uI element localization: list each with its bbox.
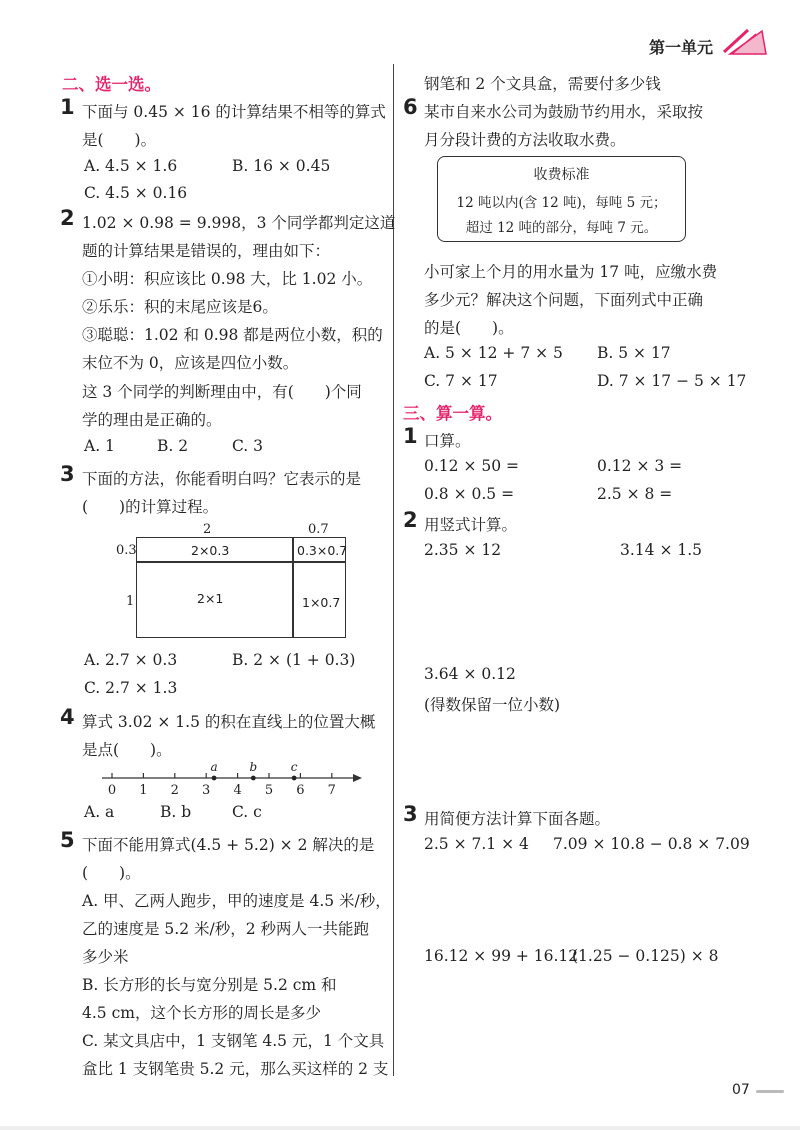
area-top-label-a: 2 <box>203 522 212 537</box>
number-line-point-a <box>212 776 217 781</box>
q5-option-a-line3: 多少米 <box>82 948 129 966</box>
page-number: 07 <box>732 1082 750 1098</box>
vertical-calc-note: (得数保留一位小数) <box>424 696 561 714</box>
number-line-tick-label: 1 <box>139 783 148 798</box>
s3-q3-label: 用简便方法计算下面各题。 <box>424 810 611 828</box>
number-line-tick-label: 4 <box>233 783 242 798</box>
s3-q2-label: 用竖式计算。 <box>424 516 518 534</box>
q5-option-b-line1: B. 长方形的长与宽分别是 5.2 cm 和 <box>82 976 337 994</box>
number-line-tick-label: 2 <box>170 783 179 798</box>
q6-option-d: D. 7 × 17 − 5 × 17 <box>597 372 747 390</box>
oral-calc-1: 0.12 × 50 = <box>424 457 519 475</box>
section-3-title: 三、算一算。 <box>403 404 502 423</box>
area-left-label-b: 1 <box>126 594 135 609</box>
q4-line2: 是点( )。 <box>82 741 172 759</box>
q4-line1: 算式 3.02 × 1.5 的积在直线上的位置大概 <box>82 713 376 731</box>
q4-option-a: A. a <box>84 803 115 821</box>
q6-option-c: C. 7 × 17 <box>424 372 498 390</box>
area-horizontal-split <box>136 561 346 563</box>
fee-box-line1: 12 吨以内(含 12 吨)，每吨 5 元； <box>456 195 667 211</box>
q6-number: 6 <box>403 95 418 119</box>
q2-question-a: 这 3 个同学的判断理由中，有( )个同 <box>82 383 362 401</box>
simplify-calc-4: (1.25 − 0.125) × 8 <box>572 947 719 965</box>
area-cell-bottom-left: 2×1 <box>197 591 224 606</box>
s3-q2-number: 2 <box>403 508 418 532</box>
s3-q1-label: 口算。 <box>424 432 471 450</box>
q6-line4: 多少元？解决这个问题，下面列式中正确 <box>424 291 704 309</box>
q1-number: 1 <box>60 95 75 119</box>
q5-option-a-line2: 乙的速度是 5.2 米/秒，2 秒两人一共能跑 <box>82 920 370 938</box>
number-line-tick-label: 7 <box>327 783 336 798</box>
q1-line2: 是( )。 <box>82 131 157 149</box>
q5-option-c-line1: C. 某文具店中，1 支钢笔 4.5 元，1 个文具 <box>82 1032 385 1050</box>
q4-option-b: B. b <box>160 803 192 821</box>
q2-reason1: ①小明：积应该比 0.98 大，比 1.02 小。 <box>82 270 373 288</box>
number-line-point-label: c <box>290 760 298 774</box>
area-vertical-split <box>292 537 294 638</box>
q3-number: 3 <box>60 462 75 486</box>
q5-line1: 下面不能用算式(4.5 + 5.2) × 2 解决的是 <box>82 836 375 854</box>
q2-line1: 1.02 × 0.98 = 9.998，3 个同学都判定这道 <box>82 214 396 232</box>
q6-line1: 某市自来水公司为鼓励节约用水，采取按 <box>424 103 704 121</box>
q2-reason2: ②乐乐：积的末尾应该是6。 <box>82 298 278 316</box>
q3-line1: 下面的方法，你能看明白吗？它表示的是 <box>82 470 362 488</box>
footer-strip <box>0 1126 800 1130</box>
number-line-tick-label: 3 <box>202 783 211 798</box>
vertical-calc-2: 3.14 × 1.5 <box>620 541 703 559</box>
area-top-label-b: 0.7 <box>308 522 329 537</box>
q5-number: 5 <box>60 828 75 852</box>
oral-calc-3: 0.8 × 0.5 = <box>424 485 515 503</box>
simplify-calc-2: 7.09 × 10.8 − 0.8 × 7.09 <box>553 835 750 853</box>
q2-option-c: C. 3 <box>232 437 264 455</box>
simplify-calc-1: 2.5 × 7.1 × 4 <box>424 835 529 853</box>
number-line-point-c <box>292 776 297 781</box>
q5-option-a-line1: A. 甲、乙两人跑步，甲的速度是 4.5 米/秒， <box>82 892 391 910</box>
q2-reason3b: 末位不为 0，应该是四位小数。 <box>82 354 299 372</box>
q2-option-b: B. 2 <box>157 437 189 455</box>
q3-option-b: B. 2 × (1 + 0.3) <box>232 651 356 669</box>
ruler-pen-icon <box>722 27 768 57</box>
number-line-arrow <box>353 774 362 782</box>
number-line <box>100 760 365 798</box>
unit-title: 第一单元 <box>649 38 714 57</box>
number-line-tick-label: 5 <box>264 783 274 798</box>
area-cell-top-left: 2×0.3 <box>191 543 230 558</box>
q1-option-a: A. 4.5 × 1.6 <box>84 157 178 175</box>
q6-option-a: A. 5 × 12 + 7 × 5 <box>424 344 563 362</box>
section-2-title: 二、选一选。 <box>62 75 161 94</box>
number-line-point-label: a <box>210 760 218 774</box>
area-cell-top-right: 0.3×0.7 <box>297 543 348 558</box>
area-cell-bottom-right: 1×0.7 <box>302 595 341 610</box>
q2-question-b: 学的理由是正确的。 <box>82 411 222 429</box>
number-line-tick-label: 6 <box>296 783 305 798</box>
q1-option-c: C. 4.5 × 0.16 <box>84 184 188 202</box>
q5-option-c-line2: 盒比 1 支钢笔贵 5.2 元，那么买这样的 2 支 <box>82 1060 389 1078</box>
s3-q3-number: 3 <box>403 802 418 826</box>
page-number-bar <box>756 1090 784 1093</box>
q4-number: 4 <box>60 705 75 729</box>
q3-option-a: A. 2.7 × 0.3 <box>84 651 178 669</box>
simplify-calc-3: 16.12 × 99 + 16.12 <box>424 947 579 965</box>
q5-line2: ( )。 <box>82 864 141 882</box>
oral-calc-2: 0.12 × 3 = <box>597 457 683 475</box>
q6-line2: 月分段计费的方法收取水费。 <box>424 131 626 149</box>
number-line-tick-label: 0 <box>107 783 117 798</box>
fee-box-line2: 超过 12 吨的部分，每吨 7 元。 <box>465 220 658 236</box>
q6-line5: 的是( )。 <box>424 319 514 337</box>
number-line-point-label: b <box>249 760 258 774</box>
oral-calc-4: 2.5 × 8 = <box>597 485 673 503</box>
q6-line3: 小可家上个月的用水量为 17 吨，应缴水费 <box>424 263 718 281</box>
q2-option-a: A. 1 <box>84 437 115 455</box>
q5-option-c-line3: 钢笔和 2 个文具盒，需要付多少钱 <box>424 75 661 93</box>
q4-option-c: C. c <box>232 803 262 821</box>
q5-option-b-line2: 4.5 cm，这个长方形的周长是多少 <box>82 1004 321 1022</box>
vertical-calc-1: 2.35 × 12 <box>424 541 502 559</box>
q2-line2: 题的计算结果是错误的，理由如下： <box>82 242 331 260</box>
q3-line2: ( )的计算过程。 <box>82 498 219 516</box>
vertical-calc-3: 3.64 × 0.12 <box>424 665 516 683</box>
fee-standard-box <box>437 156 686 242</box>
q6-option-b: B. 5 × 17 <box>597 344 671 362</box>
s3-q1-number: 1 <box>403 424 418 448</box>
fee-box-title: 收费标准 <box>533 167 590 183</box>
q1-option-b: B. 16 × 0.45 <box>232 157 331 175</box>
q3-option-c: C. 2.7 × 1.3 <box>84 679 178 697</box>
q1-line1: 下面与 0.45 × 16 的计算结果不相等的算式 <box>82 103 386 121</box>
q2-number: 2 <box>60 206 75 230</box>
number-line-point-b <box>251 776 256 781</box>
area-left-label-a: 0.3 <box>116 543 137 558</box>
q2-reason3a: ③聪聪：1.02 和 0.98 都是两位小数，积的 <box>82 326 383 344</box>
